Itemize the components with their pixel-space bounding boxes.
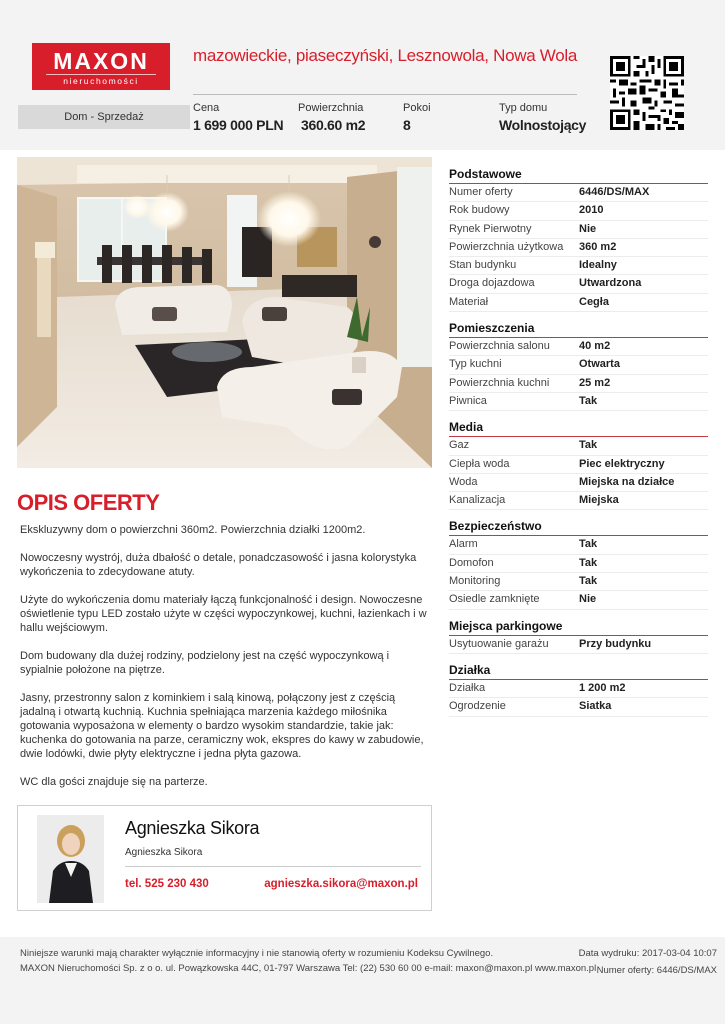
logo-subtitle: nieruchomości (46, 74, 156, 86)
detail-row (449, 555, 708, 573)
detail-row (449, 393, 708, 411)
agent-card (17, 805, 432, 911)
detail-row (449, 338, 708, 356)
header-divider (193, 94, 577, 95)
detail-value: Tak (579, 394, 598, 407)
section-title: Działka (449, 662, 708, 680)
details-section-plot (449, 662, 708, 717)
detail-row (449, 636, 708, 654)
detail-value: Tak (579, 538, 598, 551)
details-section-security (449, 518, 708, 609)
detail-row (449, 573, 708, 591)
detail-row (449, 375, 708, 393)
maxon-logo[interactable] (32, 43, 170, 90)
stat-label: Cena (193, 102, 220, 114)
detail-key: Numer oferty (449, 186, 513, 198)
detail-value: 6446/DS/MAX (579, 186, 650, 198)
detail-key: Monitoring (449, 575, 501, 588)
details-section-utilities (449, 419, 708, 510)
detail-row (449, 680, 708, 698)
description-title: OPIS OFERTY (17, 490, 160, 515)
stat-value: 1 699 000 PLN (193, 117, 284, 133)
detail-row (449, 698, 708, 716)
detail-key: Działka (449, 681, 486, 694)
section-title: Podstawowe (449, 166, 708, 184)
detail-key: Kanalizacja (449, 494, 506, 507)
qr-code-icon[interactable] (610, 56, 684, 130)
description-paragraph: WC dla gości znajduje się na parterze. (20, 776, 208, 788)
stat-label: Powierzchnia (298, 102, 364, 114)
detail-key: Osiedle zamknięte (449, 593, 540, 606)
detail-row (449, 474, 708, 492)
agent-divider (125, 866, 421, 867)
detail-row (449, 591, 708, 609)
detail-value: 1 200 m2 (579, 681, 626, 694)
detail-value: Miejska (579, 494, 619, 507)
logo-brand: MAXON (53, 48, 149, 74)
stat-price (193, 101, 283, 135)
detail-value: 360 m2 (579, 240, 617, 253)
detail-key: Gaz (449, 439, 470, 452)
footer-print-date: Data wydruku: 2017-03-04 10:07 (578, 948, 717, 959)
stat-house-type (499, 101, 586, 135)
detail-key: Powierzchnia salonu (449, 340, 550, 353)
detail-key: Stan budynku (449, 259, 517, 272)
detail-row (449, 456, 708, 474)
detail-row (449, 294, 708, 312)
detail-row (449, 536, 708, 554)
detail-value: Cegła (579, 295, 609, 308)
detail-key: Rok budowy (449, 204, 510, 217)
detail-value: 2010 (579, 204, 604, 217)
property-address: mazowieckie, piaseczyński, Lesznowola, Nowa Wola (193, 46, 578, 65)
detail-value: Idealny (579, 259, 617, 272)
details-section-basic (449, 166, 708, 312)
detail-value: Przy budynku (579, 637, 652, 650)
stat-label: Pokoi (403, 102, 431, 114)
detail-value: 25 m2 (579, 376, 611, 389)
property-details (449, 166, 708, 725)
detail-key: Usytuowanie garażu (449, 637, 549, 650)
stat-value: 8 (403, 117, 411, 133)
agent-avatar (37, 815, 104, 903)
detail-row (449, 257, 708, 275)
description-paragraph: Użyte do wykończenia domu materiały łączą funkcjonalność i design. Nowoczesne oświetlenie typu LED zostało użyte w części wypoczynkowej, kuchni, łazienkach i w hallu wejściowym. (20, 594, 427, 634)
detail-value: 40 m2 (579, 340, 611, 353)
detail-value: Nie (579, 222, 597, 235)
detail-value: Otwarta (579, 358, 620, 371)
detail-row (449, 275, 708, 293)
description-paragraph: Dom budowany dla dużej rodziny, podzielony jest na część wypoczynkową i sypialnie położone na piętrze. (20, 650, 390, 676)
detail-row (449, 437, 708, 455)
detail-value: Miejska na działce (579, 475, 675, 488)
agent-phone-link[interactable]: tel. 525 230 430 (125, 878, 209, 890)
agent-subtitle: Agnieszka Sikora (125, 847, 203, 858)
detail-key: Droga dojazdowa (449, 277, 535, 290)
agent-email-link[interactable]: agnieszka.sikora@maxon.pl (264, 878, 418, 890)
detail-key: Alarm (449, 538, 478, 551)
detail-key: Powierzchnia kuchni (449, 376, 550, 389)
detail-value: Tak (579, 439, 598, 452)
detail-row (449, 492, 708, 510)
section-title: Bezpieczeństwo (449, 518, 708, 536)
agent-name: Agnieszka Sikora (125, 818, 260, 838)
footer-offer-number: Numer oferty: 6446/DS/MAX (596, 965, 717, 976)
stat-label: Typ domu (499, 102, 548, 114)
detail-row (449, 356, 708, 374)
description-paragraph: Jasny, przestronny salon z kominkiem i salą kinową, połączony jest z częścią jadalną i otwartą kuchnią. Kuchnia spełniająca marzenia każdego miłośnika gotowania wyposażona w elementy o bardzo wysokim standardzie, takie jak: kuchenka do gotowania na parze, ceramiczny wok, ekspres do kawy w zabudowie, dwie lodówki, dwie płyty elektryczne i jedna płyta gazowa. (20, 692, 424, 760)
detail-value: Piec elektryczny (579, 457, 665, 470)
header (0, 0, 725, 150)
detail-key: Woda (449, 475, 478, 488)
stat-area (298, 101, 365, 135)
footer-disclaimer: Niniejsze warunki mają charakter wyłącznie informacyjny i nie stanowią oferty w rozumieniu Kodeksu Cywilnego. (20, 948, 494, 959)
stat-value: 360.60 m2 (301, 117, 366, 133)
detail-key: Domofon (449, 556, 494, 569)
detail-key: Materiał (449, 295, 489, 308)
detail-value: Utwardzona (579, 277, 642, 290)
details-section-parking (449, 618, 708, 654)
description-paragraph: Nowoczesny wystrój, duża dbałość o detale, ponadczasowość i jasna kolorystyka wykończenia to zdecydowane atuty. (20, 552, 417, 578)
detail-value: Nie (579, 593, 597, 606)
offer-type-badge: Dom - Sprzedaż (18, 105, 190, 129)
detail-key: Powierzchnia użytkowa (449, 240, 564, 253)
property-photo[interactable] (17, 157, 432, 468)
stat-value: Wolnostojący (499, 117, 587, 133)
detail-row (449, 239, 708, 257)
stat-rooms (403, 101, 431, 135)
detail-key: Rynek Pierwotny (449, 222, 532, 235)
detail-row (449, 202, 708, 220)
description-body (20, 523, 428, 803)
detail-key: Ciepła woda (449, 457, 510, 470)
detail-value: Tak (579, 556, 598, 569)
detail-row (449, 221, 708, 239)
section-title: Pomieszczenia (449, 320, 708, 338)
footer-company: MAXON Nieruchomości Sp. z o o. ul. Powązkowska 44C, 01-797 Warszawa Tel: (22) 530 60 00 e-mail: maxon@maxon.pl www.maxon.pl (20, 963, 597, 974)
details-section-rooms (449, 320, 708, 411)
detail-value: Tak (579, 575, 598, 588)
footer (0, 937, 725, 1024)
section-title: Miejsca parkingowe (449, 618, 708, 636)
detail-key: Piwnica (449, 394, 487, 407)
detail-value: Siatka (579, 700, 612, 713)
section-title: Media (449, 419, 708, 437)
detail-key: Typ kuchni (449, 358, 502, 371)
description-paragraph: Ekskluzywny dom o powierzchni 360m2. Powierzchnia działki 1200m2. (20, 524, 366, 536)
detail-row (449, 184, 708, 202)
detail-key: Ogrodzenie (449, 700, 506, 713)
